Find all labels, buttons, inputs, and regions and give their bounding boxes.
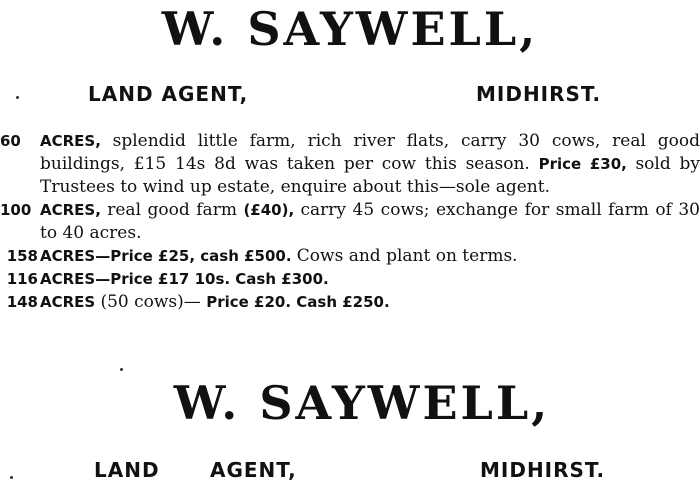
listing-keyword: ACRES—Price £25, cash £500. [40, 247, 297, 265]
listing-tail: Cows and plant on terms. [296, 246, 518, 266]
agent-town: MIDHIRST. [476, 82, 602, 106]
advert-title: W. SAYWELL, [161, 2, 539, 56]
listing-keyword: ACRES—Price £17 10s. Cash £300. [40, 270, 329, 288]
listing-acres-number: 116 [6, 270, 38, 288]
listing-item [0, 291, 700, 314]
agent-line [0, 82, 700, 110]
listing-item [0, 245, 700, 268]
listing-acres-number: 60 [0, 132, 21, 150]
agent-town: MIDHIRST. [480, 458, 606, 482]
listing-tail: sold by Trustees to wind up estate, enquire about this—sole agent. [40, 154, 700, 197]
print-speck [16, 96, 19, 99]
print-speck [120, 368, 123, 371]
listing-keyword: ACRES [40, 293, 101, 311]
listing-price-label: Price [538, 155, 590, 173]
listing-item [0, 199, 700, 245]
agent-role-land: LAND [94, 458, 160, 482]
listing-keyword: ACRES, [40, 132, 113, 150]
listing-description: real good farm [107, 200, 244, 220]
listing-acres-number: 158 [6, 247, 38, 265]
listing-tail: carry 45 cows; exchange for small farm of 30 to 40 acres. [40, 200, 700, 243]
agent-role-agent: AGENT, [210, 458, 297, 482]
listing-keyword: ACRES, [40, 201, 108, 219]
agent-line [0, 458, 700, 486]
listing-price: (£40), [243, 201, 301, 219]
listing-acres-number: 148 [6, 293, 38, 311]
print-speck [10, 476, 13, 479]
listing-description: (50 cows)— [100, 292, 207, 312]
listing-price: Price £20. Cash £250. [206, 293, 390, 311]
listings [0, 130, 700, 314]
listing-description: splendid little farm, rich river flats, carry 30 cows, real good buildings, £15 14s 8d was taken per cow this season. [40, 131, 700, 174]
listing-item [0, 130, 700, 199]
advert-title: W. SAYWELL, [173, 376, 551, 430]
listing-item [0, 268, 700, 291]
agent-role: LAND AGENT, [88, 82, 249, 106]
listing-price: £30, [589, 155, 636, 173]
listing-acres-number: 100 [0, 201, 32, 219]
